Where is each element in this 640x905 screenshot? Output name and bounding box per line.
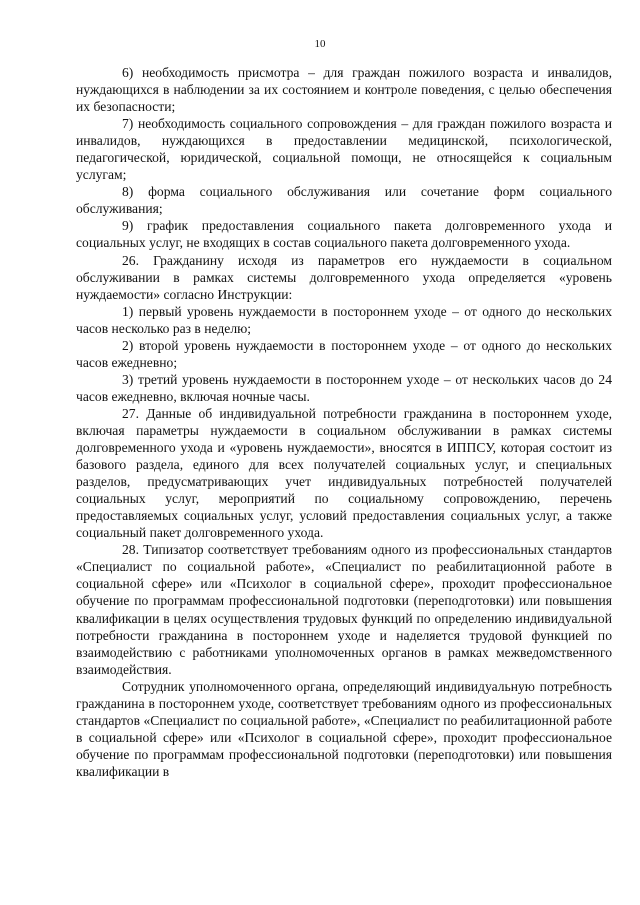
paragraph-item-8: 8) форма социального обслуживания или сочетание форм социального обслуживания; (76, 184, 612, 217)
page-number: 10 (314, 38, 326, 50)
paragraph-clause-28: 28. Типизатор соответствует требованиям одного из профессиональных стандартов «Специалист по социальной работе», «Специалист по реабилитационной работе в социальной сфере» или «Психолог в социальной сфере», проходит профессиональное обучение по программам профессиональной подготовки (переподготовки) или повышения квалификации в целях осуществления трудовых функций по определению индивидуальной потребности гражданина в постороннем уходе и наделяется трудовой функцией по взаимодействию с работниками уполномоченных органов в рамках межведомственного взаимодействия. (76, 542, 612, 677)
paragraph-level-3: 3) третий уровень нуждаемости в постороннем уходе – от нескольких часов до 24 часов ежедневно, включая ночные часы. (76, 371, 612, 404)
paragraph-clause-26: 26. Гражданину исходя из параметров его нуждаемости в социальном обслуживании в рамках системы долговременного ухода определяется «уровень нуждаемости» согласно Инструкции: (76, 252, 612, 302)
paragraph-level-1: 1) первый уровень нуждаемости в постороннем уходе – от одного до нескольких часов несколько раз в неделю; (76, 303, 612, 336)
paragraph-authorized-officer: Сотрудник уполномоченного органа, определяющий индивидуальную потребность гражданина в постороннем уходе, соответствует требованиям одного из профессиональных стандартов «Специалист по социальной работе», «Специалист по реабилитационной работе в социальной сфере» или «Психолог в социальной сфере», проходит профессиональное обучение по программам профессиональной подготовки (переподготовки) или повышения квалификации в (76, 678, 612, 779)
document-body (76, 64, 612, 780)
paragraph-level-2: 2) второй уровень нуждаемости в постороннем уходе – от одного до нескольких часов ежедневно; (76, 337, 612, 370)
paragraph-item-9: 9) график предоставления социального пакета долговременного ухода и социальных услуг, не входящих в состав социального пакета долговременного ухода. (76, 218, 612, 251)
paragraph-clause-27: 27. Данные об индивидуальной потребности гражданина в постороннем уходе, включая параметры нуждаемости в социальном обслуживании в рамках системы долговременного ухода и «уровень нуждаемости», вносятся в ИППСУ, которая состоит из базового раздела, единого для всех получателей социальных услуг, и специальных разделов, предусматривающих учет индивидуальных потребностей получателей социальных услуг, мероприятий по социальному сопровождению, перечень предоставляемых социальных услуг, условий предоставления социальных услуг, а также социальный пакет долговременного ухода. (76, 405, 612, 541)
paragraph-item-6: 6) необходимость присмотра – для граждан пожилого возраста и инвалидов, нуждающихся в наблюдении за их состоянием и контроле поведения, с целью обеспечения их безопасности; (76, 65, 612, 115)
paragraph-item-7: 7) необходимость социального сопровождения – для граждан пожилого возраста и инвалидов, нуждающихся в предоставлении медицинской, психологической, педагогической, юридической, социальной помощи, не относящейся к социальным услугам; (76, 116, 612, 183)
